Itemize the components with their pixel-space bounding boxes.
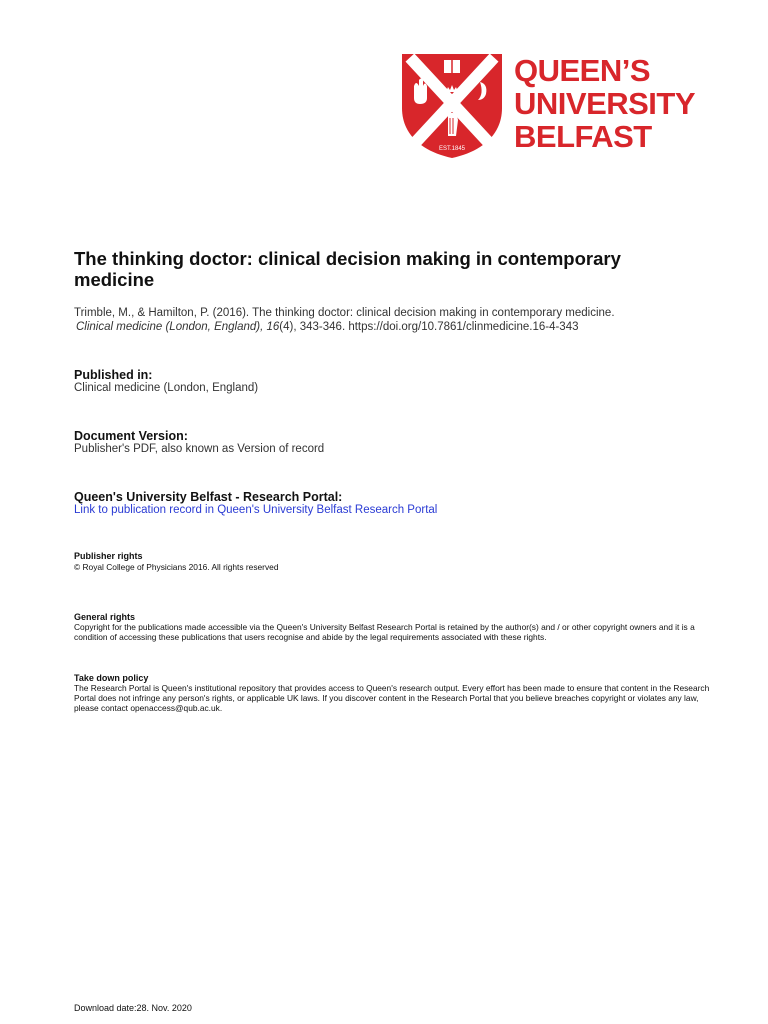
research-portal-heading: Queen's University Belfast - Research Portal: <box>74 490 343 504</box>
document-version-heading: Document Version: <box>74 429 188 443</box>
publisher-rights-value: © Royal College of Physicians 2016. All rights reserved <box>74 562 279 572</box>
citation <box>74 306 714 334</box>
crest-icon <box>400 52 504 160</box>
logo-line-1: QUEEN’S <box>514 53 651 88</box>
published-in-value: Clinical medicine (London, England) <box>74 382 259 394</box>
publisher-rights-heading: Publisher rights <box>74 551 143 561</box>
published-in-heading: Published in: <box>74 368 153 382</box>
citation-line-2 <box>74 320 714 334</box>
research-portal-link-row <box>74 503 437 517</box>
est-label: EST.1845 <box>438 146 466 152</box>
university-name <box>514 54 695 153</box>
general-rights-heading: General rights <box>74 612 136 622</box>
take-down-value: The Research Portal is Queen's institutional repository that provides access to Queen's research output. Every effort has been made to ensure that content in the Research Portal does not infringe any person's rights, or applicable UK laws. If you discover content in the Research Portal that you believe breaches copyright or violates any law, please contact openaccess@qub.ac.uk. <box>74 683 710 713</box>
general-rights-value: Copyright for the publications made accessible via the Queen's University Belfast Research Portal is retained by the author(s) and / or other copyright owners and it is a condition of accessing these publications that users recognise and abide by the legal requirements associated with these rights. <box>74 622 695 642</box>
take-down-heading: Take down policy <box>74 673 149 683</box>
citation-authors: Trimble, M., & Hamilton, P. (2016). The thinking doctor: clinical decision making in contemporary medicine. <box>74 307 615 319</box>
citation-journal: Clinical medicine (London, England), 16 <box>76 321 280 333</box>
download-date: Download date:28. Nov. 2020 <box>74 1003 192 1013</box>
research-portal-link[interactable]: Link to publication record in Queen's University Belfast Research Portal <box>74 504 438 516</box>
logo-line-2: UNIVERSITY <box>514 86 696 121</box>
document-version-value: Publisher's PDF, also known as Version of record <box>74 443 325 455</box>
university-logo <box>400 52 720 162</box>
document-title: The thinking doctor: clinical decision making in contemporary medicine <box>74 248 621 290</box>
logo-line-3: BELFAST <box>514 119 652 154</box>
citation-issue-pages: (4), 343-346. https://doi.org/10.7861/clinmedicine.16-4-343 <box>279 321 579 333</box>
